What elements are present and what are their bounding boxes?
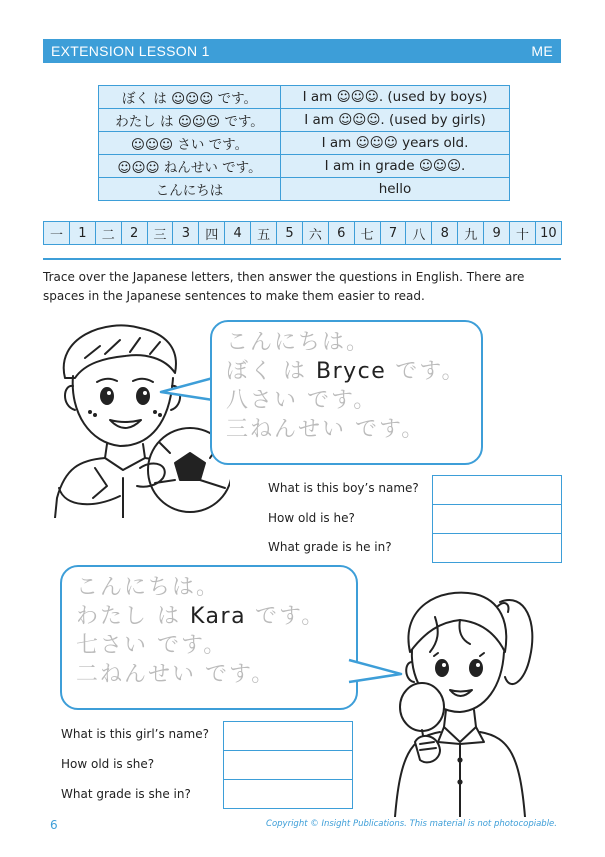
girl-question-name: What is this girl’s name?: [61, 727, 209, 741]
vocab-row: [99, 155, 510, 178]
number-cell: 10: [535, 222, 561, 245]
lesson-header: [43, 39, 561, 63]
boy-age-answer-box[interactable]: [432, 504, 562, 534]
number-cell: 八: [406, 222, 432, 245]
vocab-jp: こんにちは: [99, 178, 281, 201]
girl-age-answer-box[interactable]: [223, 750, 353, 780]
vocab-jp: ぼく は ☺☺☺ です。: [99, 86, 281, 109]
boy-line-2-pre: ぼく は: [226, 359, 316, 384]
number-cell: 七: [354, 222, 380, 245]
boy-question-age: How old is he?: [268, 511, 355, 525]
number-cell: 六: [302, 222, 328, 245]
vocab-row: [99, 178, 510, 201]
boy-line-3: 八さい です。: [226, 388, 378, 413]
girl-line-3: 七さい です。: [76, 633, 228, 658]
boy-question-grade: What grade is he in?: [268, 540, 392, 554]
boy-line-2-post: です。: [386, 359, 466, 384]
number-cell: 五: [251, 222, 277, 245]
number-cell: 4: [225, 222, 251, 245]
lesson-title: EXTENSION LESSON 1: [51, 43, 210, 59]
vocab-row: [99, 86, 510, 109]
numbers-table: [43, 221, 562, 245]
girl-grade-answer-box[interactable]: [223, 779, 353, 809]
page-number: 6: [50, 818, 58, 832]
vocab-jp: ☺☺☺ さい です。: [99, 132, 281, 155]
number-cell: 十: [510, 222, 536, 245]
number-cell: 三: [147, 222, 173, 245]
vocab-jp: わたし は ☺☺☺ です。: [99, 109, 281, 132]
vocab-row: [99, 132, 510, 155]
copyright-notice: Copyright © Insight Publications. This material is not photocopiable.: [266, 819, 557, 829]
numbers-row: [44, 222, 562, 245]
vocab-jp: ☺☺☺ ねんせい です。: [99, 155, 281, 178]
vocab-en: hello: [281, 178, 510, 201]
number-cell: 5: [277, 222, 303, 245]
girl-line-2-pre: わたし は: [76, 604, 190, 629]
girl-speech-bubble: [60, 565, 358, 710]
number-cell: 6: [328, 222, 354, 245]
girl-line-1: こんにちは。: [76, 575, 221, 600]
number-cell: 九: [458, 222, 484, 245]
boy-question-name: What is this boy’s name?: [268, 481, 419, 495]
girl-name-text: Kara: [190, 604, 247, 629]
girl-line-4: 二ねんせい です。: [76, 662, 276, 687]
section-tag: ME: [531, 43, 553, 59]
instruction-text: Trace over the Japanese letters, then answer the questions in English. There are spaces in the Japanese sentences to make them easier to read.: [43, 270, 525, 303]
number-cell: 四: [199, 222, 225, 245]
boy-name-text: Bryce: [316, 359, 387, 384]
number-cell: 3: [173, 222, 199, 245]
boy-line-4: 三ねんせい です。: [226, 417, 426, 442]
girl-name-answer-box[interactable]: [223, 721, 353, 751]
vocab-en: I am in grade ☺☺☺.: [281, 155, 510, 178]
boy-speech-bubble: [210, 320, 483, 465]
number-cell: 二: [95, 222, 121, 245]
vocab-en: I am ☺☺☺. (used by boys): [281, 86, 510, 109]
vocab-table: [98, 85, 510, 201]
number-cell: 7: [380, 222, 406, 245]
boy-line-2: [226, 357, 467, 386]
boy-grade-answer-box[interactable]: [432, 533, 562, 563]
boy-bubble-tail: [157, 374, 217, 404]
section-divider: [43, 258, 561, 260]
girl-line-2: [76, 602, 342, 631]
boy-line-1: こんにちは。: [226, 330, 371, 355]
boy-name-answer-box[interactable]: [432, 475, 562, 505]
boy-illustration: [45, 318, 230, 518]
number-cell: 2: [121, 222, 147, 245]
vocab-en: I am ☺☺☺ years old.: [281, 132, 510, 155]
number-cell: 一: [44, 222, 70, 245]
girl-line-2-post: です。: [246, 604, 326, 629]
number-cell: 1: [69, 222, 95, 245]
vocab-en: I am ☺☺☺. (used by girls): [281, 109, 510, 132]
girl-illustration: [380, 582, 540, 817]
girl-question-grade: What grade is she in?: [61, 787, 191, 801]
vocab-row: [99, 109, 510, 132]
number-cell: 8: [432, 222, 458, 245]
girl-question-age: How old is she?: [61, 757, 155, 771]
number-cell: 9: [484, 222, 510, 245]
